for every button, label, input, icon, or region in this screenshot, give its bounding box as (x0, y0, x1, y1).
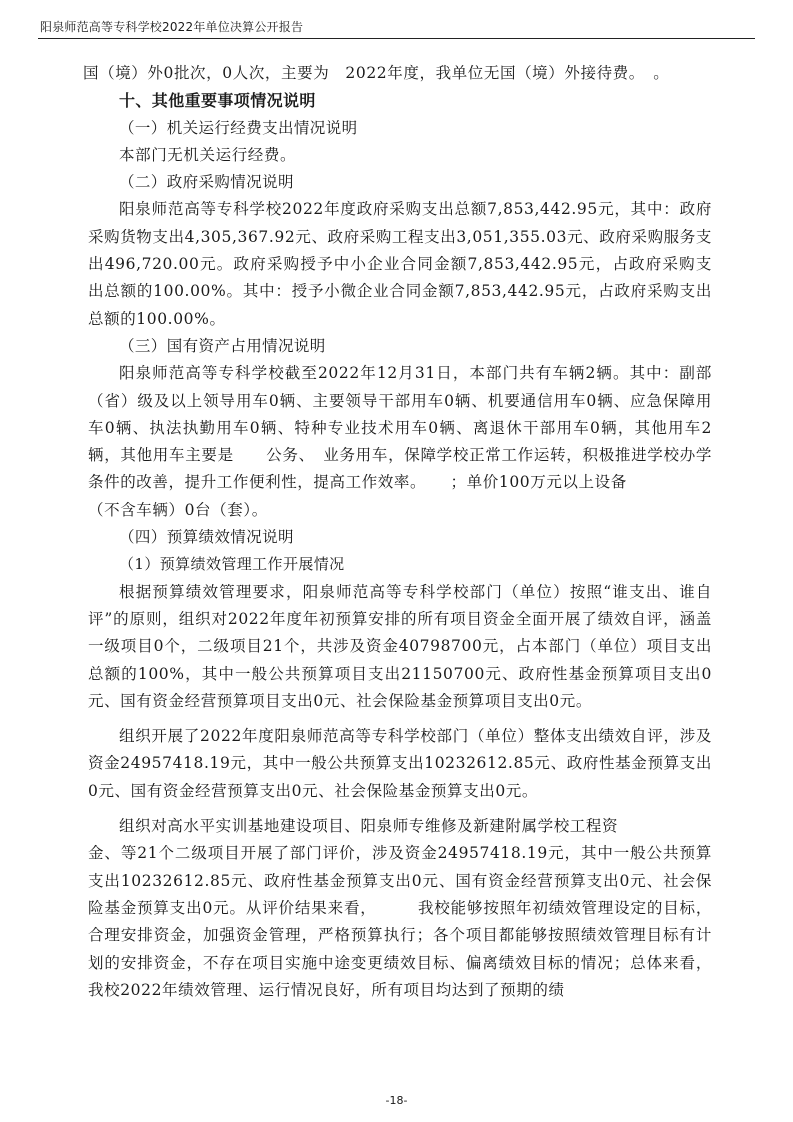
document-header: 阳泉师范高等专科学校2022年单位决算公开报告 (40, 20, 304, 34)
subsection-heading-3: （三）国有资产占用情况说明 (119, 336, 326, 355)
paragraph-state-assets: 阳泉师范高等专科学校截至2022年12月31日，本部门共有车辆2辆。其中：副部（省）级及以上领导用车0辆、主要领导干部用车0辆、机要通信用车0辆、应急保障用车0辆、执法执勤用车0辆、特种专业技术用车0辆、离退休干部用车0辆，其他用车2辆，其他用车主要是 公务、 业务用车，保障学校正常工作运转，积极推进学校办学条件的改善，提升工作便利性，提高工作效率。 ；单价100万元以上设备 (88, 364, 712, 492)
page-number: -18- (385, 1094, 408, 1107)
section-heading-10: 十、其他重要事项情况说明 (119, 91, 316, 111)
paragraph-performance-2: 组织开展了2022年度阳泉师范高等专科学校部门（单位）整体支出绩效自评，涉及资金24957418.19元，其中一般公共预算支出10232612.85元、政府性基金预算支出0元、国有资金经营预算支出0元、社会保险基金预算支出0元。 (88, 727, 712, 800)
subsection-heading-1: （一）机关运行经费支出情况说明 (119, 118, 358, 137)
paragraph-performance-3-first-line: 组织对高水平实训基地建设项目、阳泉师专维修及新建附属学校工程资 (119, 817, 619, 836)
paragraph-government-procurement: 阳泉师范高等专科学校2022年度政府采购支出总额7,853,442.95元，其中：政府采购货物支出4,305,367.92元、政府采购工程支出3,051,355.03元、政府采购服务支出496,720.00元。政府采购授予中小企业合同金额7,853,442.95元，占政府采购支出总额的100.00%。其中：授予小微企业合同金额7,853,442.95元，占政府采购支出总额的100.00%。 (88, 200, 712, 328)
subsection-heading-2: （二）政府采购情况说明 (119, 173, 294, 192)
paragraph-performance-1: 根据预算绩效管理要求，阳泉师范高等专科学校部门（单位）按照“谁支出、谁自评”的原则，组织对2022年度年初预算安排的所有项目资金全面开展了绩效自评，涵盖一级项目0个，二级项目21个，共涉及资金40798700元，占本部门（单位）项目支出总额的100%，其中一般公共预算项目支出21150700元、政府性基金预算项目支出0元、国有资金经营预算项目支出0元、社会保险基金预算项目支出0元。 (88, 582, 712, 710)
document-body (83, 60, 712, 1004)
paragraph-continuation: 国（境）外0批次，0人次，主要为 2022年度，我单位无国（境）外接待费。 。 (83, 64, 670, 82)
item-heading-1: （1）预算绩效管理工作开展情况 (119, 555, 345, 574)
paragraph-state-assets-tail: （不含车辆）0台（套）。 (88, 500, 268, 519)
paragraph-performance-3: 金、等21个二级项目开展了部门评价，涉及资金24957418.19元，其中一般公共预算支出10232612.85元、政府性基金预算支出0元、国有资金经营预算支出0元、社会保险基金预算支出0元。从评价结果来看， 我校能够按照年初绩效管理设定的目标，合理安排资金，加强资金管理，严格预算执行；各个项目都能够按照绩效管理目标有计划的安排资金，不存在项目实施中途变更绩效目标、偏离绩效目标的情况；总体来看，我校2022年绩效管理、运行情况良好，所有项目均达到了预期的绩 (88, 844, 712, 999)
paragraph-operating-expenses: 本部门无机关运行经费。 (119, 145, 297, 164)
subsection-heading-4: （四）预算绩效情况说明 (119, 528, 294, 547)
header-divider (38, 38, 755, 39)
